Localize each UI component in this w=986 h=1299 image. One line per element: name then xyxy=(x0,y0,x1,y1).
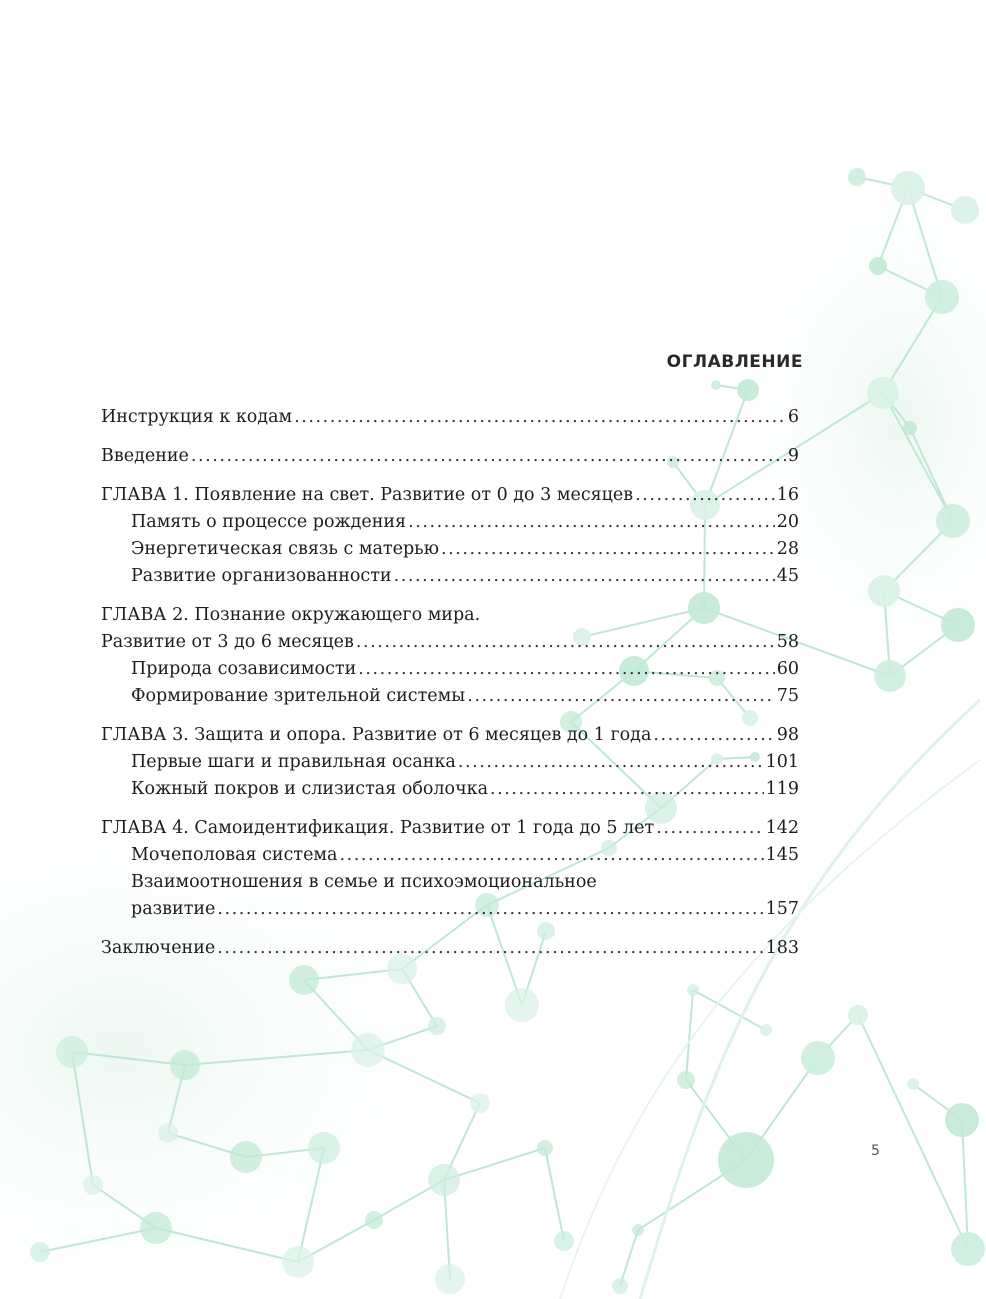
molecule-node xyxy=(632,1224,644,1236)
molecule-node xyxy=(848,168,866,186)
molecule-node xyxy=(158,1123,178,1143)
dot-leader xyxy=(217,935,763,962)
molecule-bond xyxy=(620,1230,638,1286)
toc-entry-title: Развитие организованности xyxy=(131,566,392,586)
toc-entry-page: 119 xyxy=(765,779,799,799)
molecule-node xyxy=(282,1246,314,1278)
molecule-node xyxy=(308,1132,340,1164)
toc-entry-chapter[interactable] xyxy=(101,629,799,656)
toc-entry[interactable] xyxy=(101,443,799,470)
molecule-node xyxy=(936,504,970,538)
toc-entry-title: Кожный покров и слизистая оболочка xyxy=(131,779,489,799)
molecule-node xyxy=(470,1093,490,1113)
molecule-node xyxy=(30,1242,50,1262)
molecule-node xyxy=(56,1036,88,1068)
toc-entry-page: 60 xyxy=(776,659,799,679)
toc-entry[interactable] xyxy=(101,683,799,710)
toc-entry[interactable] xyxy=(101,776,799,803)
dot-leader xyxy=(339,842,763,869)
molecule-node xyxy=(868,575,900,607)
molecule-node xyxy=(83,1175,103,1195)
toc-entry-title: Мочеполовая система xyxy=(131,845,338,865)
toc-entry-page: 101 xyxy=(765,752,799,772)
toc-entry-page: 45 xyxy=(776,566,799,586)
molecule-bond xyxy=(693,990,766,1030)
molecule-node xyxy=(612,1278,628,1294)
toc-entry-page: 145 xyxy=(765,845,799,865)
dot-leader xyxy=(458,749,764,776)
molecule-node xyxy=(869,257,887,275)
toc-entry-page: 142 xyxy=(765,818,799,838)
dot-leader xyxy=(490,776,764,803)
molecule-node xyxy=(230,1141,262,1173)
toc-entry-title: Введение xyxy=(101,446,189,466)
molecule-node xyxy=(289,965,319,995)
toc-entry-chapter[interactable] xyxy=(101,815,799,842)
dot-leader xyxy=(441,536,775,563)
molecule-node xyxy=(891,171,925,205)
toc-entry-chapter[interactable] xyxy=(101,722,799,749)
toc-entry[interactable] xyxy=(101,656,799,683)
dot-leader xyxy=(217,896,763,923)
molecule-node xyxy=(711,380,721,390)
molecule-node xyxy=(365,1211,383,1229)
molecule-node xyxy=(537,1140,553,1156)
toc-entry-page: 183 xyxy=(765,938,799,958)
molecule-node xyxy=(505,988,539,1022)
dot-leader xyxy=(656,815,763,842)
molecule-node xyxy=(925,280,959,314)
page-title: ОГЛАВЛЕНИЕ xyxy=(666,352,803,372)
toc-entry-title: Заключение xyxy=(101,938,216,958)
toc-entry-title: Первые шаги и правильная осанка xyxy=(131,752,456,772)
toc-entry-title: Инструкция к кодам xyxy=(101,407,293,427)
toc-entry-title: Энергетическая связь с матерью xyxy=(131,539,439,559)
molecule-node xyxy=(907,1078,919,1090)
molecule-bond xyxy=(686,990,693,1080)
toc-entry[interactable] xyxy=(101,896,799,923)
molecule-node xyxy=(687,984,699,996)
dot-leader xyxy=(358,656,774,683)
toc-entry-page: 9 xyxy=(787,446,799,466)
molecule-node xyxy=(351,1033,385,1067)
page-number: 5 xyxy=(871,1143,880,1159)
toc-entry-title: Природа созависимости xyxy=(131,659,357,679)
dot-leader xyxy=(653,722,774,749)
molecule-node xyxy=(945,1103,979,1137)
toc-entry-title-line[interactable]: Взаимоотношения в семье и психоэмоциональное xyxy=(131,872,597,892)
toc-entry[interactable] xyxy=(101,509,799,536)
molecule-node xyxy=(951,196,979,224)
molecule-node xyxy=(435,1264,465,1294)
toc-chapter-heading[interactable]: ГЛАВА 2. Познание окружающего мира. xyxy=(101,605,481,625)
molecule-node xyxy=(903,421,917,435)
toc-entry[interactable] xyxy=(101,935,799,962)
dot-leader xyxy=(356,629,775,656)
toc-entry[interactable] xyxy=(101,536,799,563)
toc-entry-title: ГЛАВА 4. Самоидентификация. Развитие от 1 года до 5 лет xyxy=(101,818,655,838)
dot-leader xyxy=(467,683,775,710)
dot-leader xyxy=(394,563,775,590)
molecule-node xyxy=(170,1050,200,1080)
molecule-node xyxy=(737,379,759,401)
table-of-contents xyxy=(101,404,799,962)
toc-entry[interactable] xyxy=(101,563,799,590)
toc-entry-page: 20 xyxy=(776,512,799,532)
toc-entry[interactable] xyxy=(101,749,799,776)
molecule-node xyxy=(554,1231,574,1251)
toc-entry[interactable] xyxy=(101,404,799,431)
molecule-node xyxy=(760,1024,772,1036)
molecule-node xyxy=(428,1164,460,1196)
dot-leader xyxy=(294,404,786,431)
molecule-node xyxy=(848,1005,868,1025)
toc-entry-title: Формирование зрительной системы xyxy=(131,686,466,706)
toc-entry[interactable] xyxy=(101,842,799,869)
toc-entry-page: 58 xyxy=(776,632,799,652)
toc-entry-page: 157 xyxy=(765,899,799,919)
molecule-node xyxy=(941,608,975,642)
molecule-node xyxy=(801,1041,835,1075)
molecule-node xyxy=(428,1017,446,1035)
molecule-node xyxy=(874,660,906,692)
toc-entry-chapter[interactable] xyxy=(101,482,799,509)
dot-leader xyxy=(191,443,786,470)
molecule-node xyxy=(140,1212,172,1244)
toc-entry-title: развитие xyxy=(131,899,216,919)
toc-entry-title: ГЛАВА 3. Защита и опора. Развитие от 6 месяцев до 1 года xyxy=(101,725,652,745)
toc-entry-title: Память о процессе рождения xyxy=(131,512,407,532)
molecule-node xyxy=(867,377,899,409)
molecule-node xyxy=(951,1232,985,1266)
toc-entry-page: 6 xyxy=(787,407,799,427)
toc-entry-page: 16 xyxy=(776,485,799,505)
molecule-node xyxy=(718,1132,774,1188)
toc-entry-page: 75 xyxy=(776,686,799,706)
dot-leader xyxy=(635,482,775,509)
molecule-bond xyxy=(545,1148,564,1241)
toc-entry-page: 28 xyxy=(776,539,799,559)
molecule-bond xyxy=(962,1120,968,1249)
molecule-node xyxy=(677,1071,695,1089)
toc-entry-page: 98 xyxy=(776,725,799,745)
toc-entry-title: Развитие от 3 до 6 месяцев xyxy=(101,632,354,652)
toc-entry-title: ГЛАВА 1. Появление на свет. Развитие от 0 до 3 месяцев xyxy=(101,485,634,505)
dot-leader xyxy=(408,509,775,536)
